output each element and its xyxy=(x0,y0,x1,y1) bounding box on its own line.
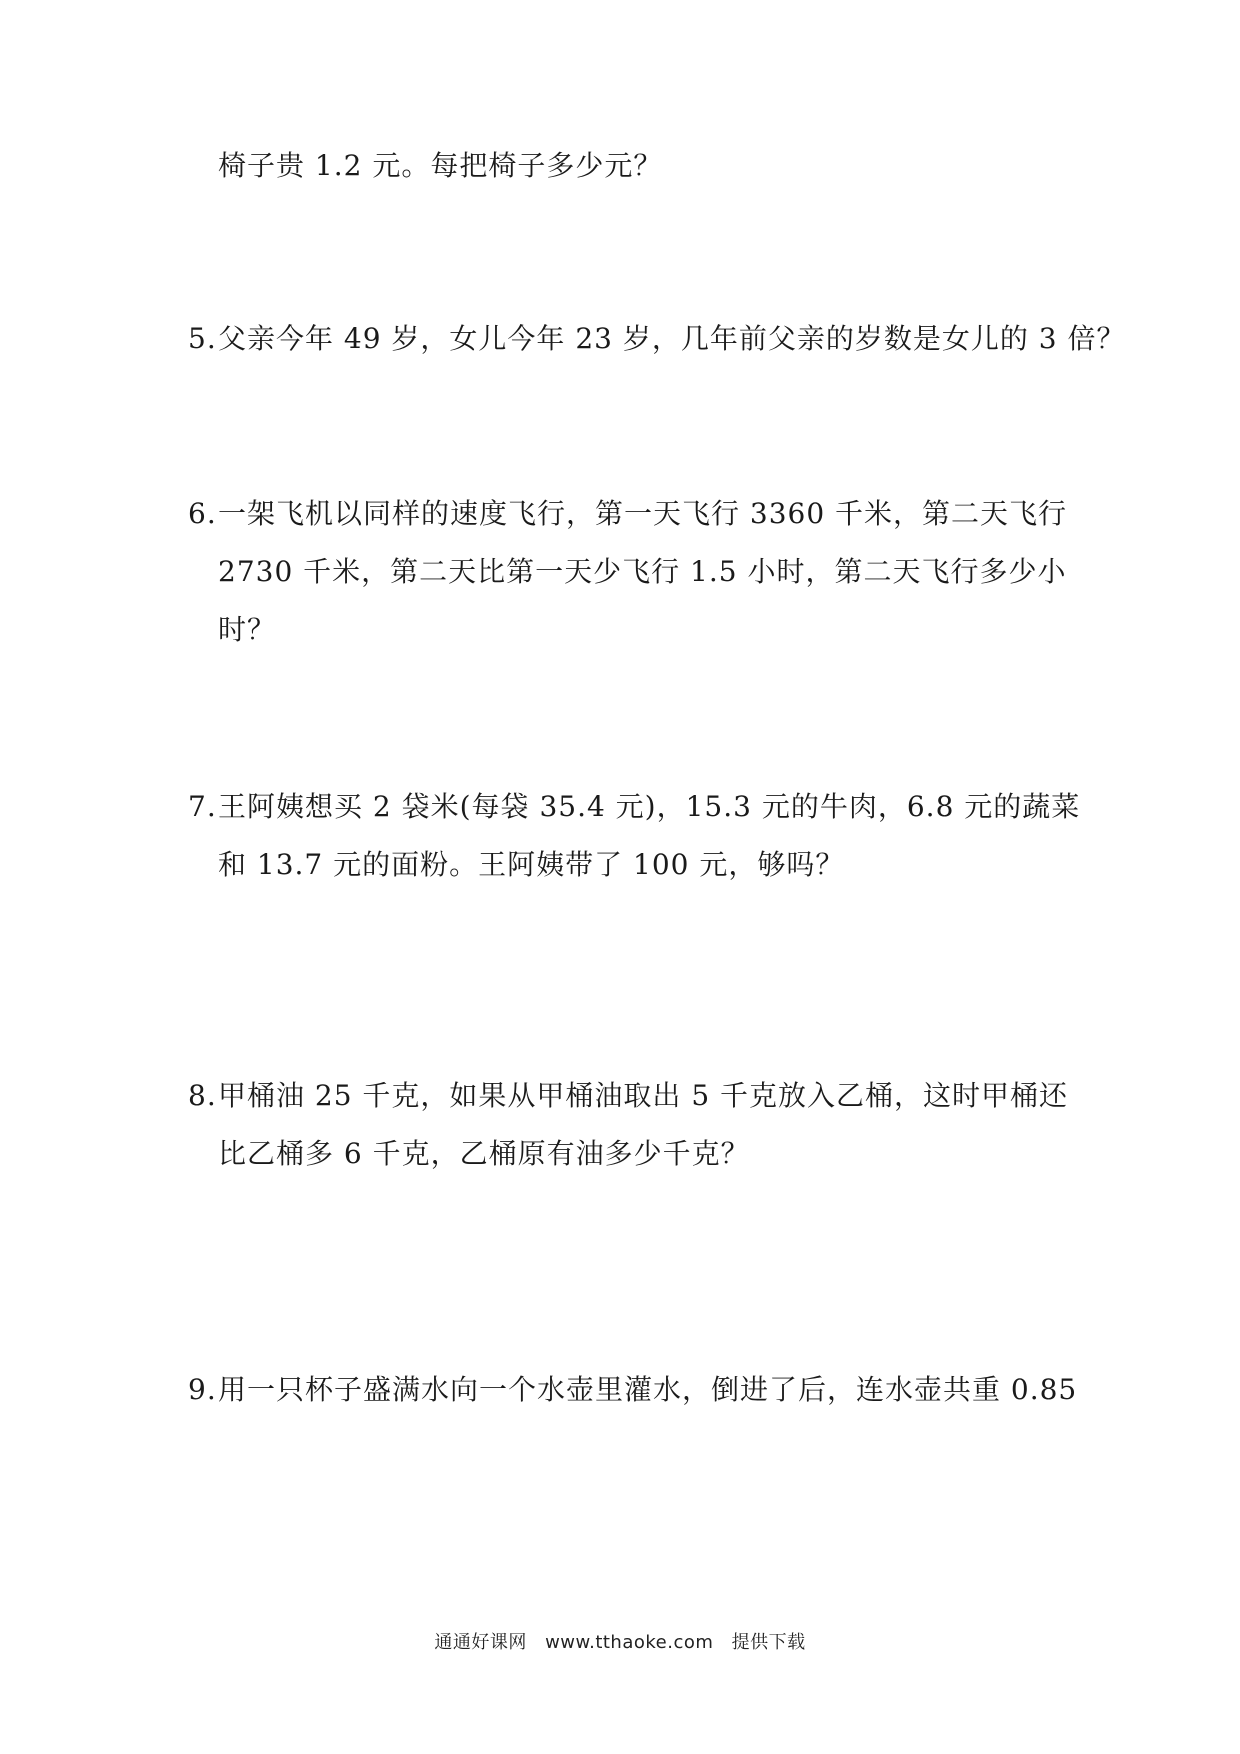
footer-url: www.tthaoke.com xyxy=(545,1632,714,1653)
problem-7-number: 7. xyxy=(188,790,217,823)
problem-7-line-2: 和 13.7 元的面粉。王阿姨带了 100 元，够吗？ xyxy=(218,848,845,881)
footer-site-name: 通通好课网 xyxy=(434,1632,527,1653)
problem-8-line-2: 比乙桶多 6 千克，乙桶原有油多少千克？ xyxy=(218,1137,750,1170)
problem-5 xyxy=(188,319,1125,359)
problem-6 xyxy=(188,494,1067,534)
footer-suffix: 提供下载 xyxy=(731,1632,806,1653)
problem-5-number: 5. xyxy=(188,322,217,355)
problem-7 xyxy=(188,787,1080,827)
page-footer xyxy=(0,1628,1240,1654)
problem-9-number: 9. xyxy=(188,1373,217,1406)
problem-9 xyxy=(188,1370,1077,1410)
problem-7-line-1: 王阿姨想买 2 袋米(每袋 35.4 元)，15.3 元的牛肉，6.8 元的蔬菜 xyxy=(218,790,1081,823)
problem-6-line-3: 时？ xyxy=(218,613,277,646)
problem-8 xyxy=(188,1076,1068,1116)
problem-4-tail: 椅子贵 1.2 元。每把椅子多少元？ xyxy=(218,149,663,182)
problem-6-number: 6. xyxy=(188,497,217,530)
problem-5-line-1: 父亲今年 49 岁，女儿今年 23 岁，几年前父亲的岁数是女儿的 3 倍？ xyxy=(218,322,1126,355)
problem-8-number: 8. xyxy=(188,1079,217,1112)
problem-9-line-1: 用一只杯子盛满水向一个水壶里灌水，倒进了后，连水壶共重 0.85 xyxy=(218,1373,1078,1406)
problem-8-line-1: 甲桶油 25 千克，如果从甲桶油取出 5 千克放入乙桶，这时甲桶还 xyxy=(218,1079,1069,1112)
problem-6-line-1: 一架飞机以同样的速度飞行，第一天飞行 3360 千米，第二天飞行 xyxy=(218,497,1068,530)
problem-6-line-2: 2730 千米，第二天比第一天少飞行 1.5 小时，第二天飞行多少小 xyxy=(218,555,1067,588)
